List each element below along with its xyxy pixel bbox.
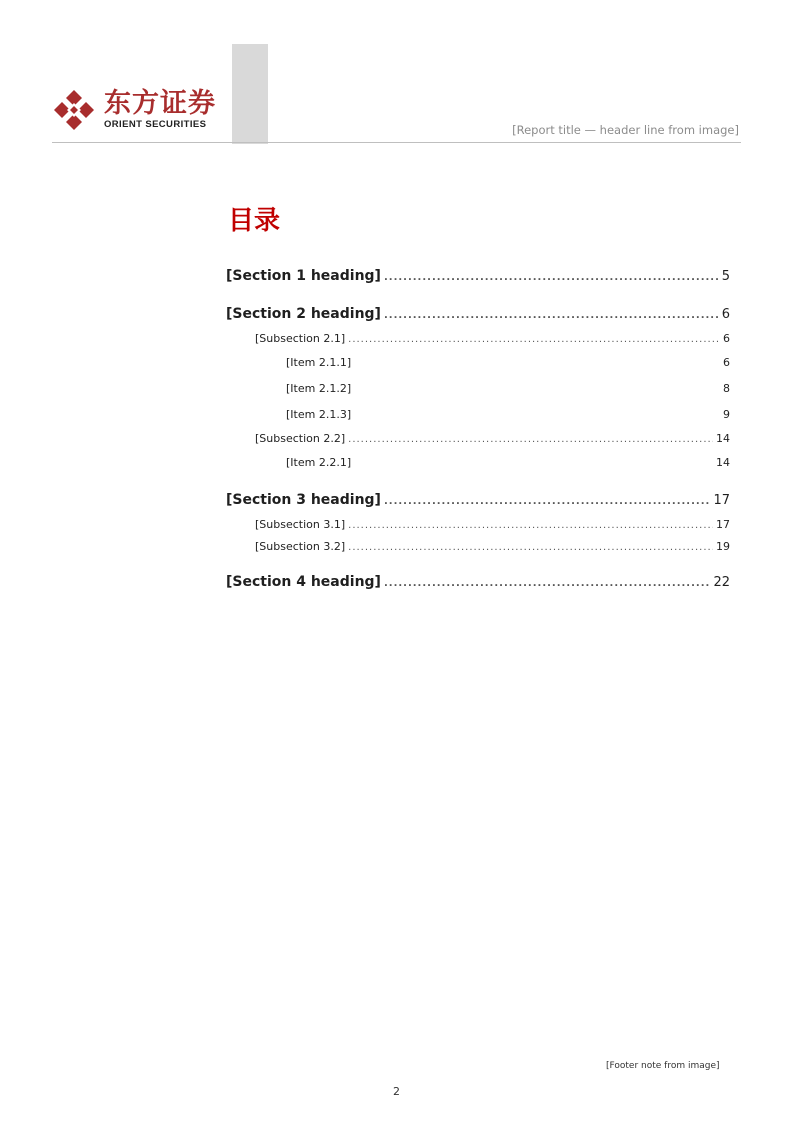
dot-leader [384,570,710,598]
toc-entry-page: 9 [723,408,730,421]
toc-entry-page: 14 [716,432,730,445]
toc-entry-title: [Subsection 2.1] [255,332,346,345]
toc-entry-title: [Item 2.1.2] [286,382,352,395]
table-of-contents [226,262,730,596]
dot-leader [348,537,713,559]
logo-chinese-name: 东方证券 [104,88,216,120]
toc-section[interactable] [226,262,730,290]
toc-entry-title: [Section 4 heading] [226,574,381,590]
company-logo [52,88,216,132]
toc-entry-page: 22 [713,575,730,590]
dot-leader [348,515,713,537]
toc-entry-page: 5 [721,269,730,284]
toc-section[interactable] [226,568,730,596]
page-number: 2 [393,1085,400,1098]
toc-entry-title: [Subsection 2.2] [255,432,346,445]
dot-leader [384,264,719,292]
toc-entry-page: 6 [723,356,730,369]
dot-leader [348,429,713,451]
toc-subsection[interactable] [226,428,730,450]
toc-subsection[interactable] [226,328,730,350]
page-header [0,0,793,150]
logo-english-name: ORIENT SECURITIES [104,119,207,131]
toc-entry-page: 17 [716,518,730,531]
toc-subsubsection[interactable] [226,402,730,428]
toc-entry-page: 19 [716,540,730,553]
header-divider [52,142,741,143]
toc-entry-page: 6 [721,307,730,322]
toc-entry-title: [Item 2.2.1] [286,456,352,469]
dot-leader [348,329,720,351]
toc-entry-title: [Subsection 3.1] [255,518,346,531]
dot-leader [384,302,719,330]
toc-entry-page: 6 [723,332,730,345]
toc-subsubsection[interactable] [226,376,730,402]
toc-entry-title: [Subsection 3.2] [255,540,346,553]
toc-entry-page: 8 [723,382,730,395]
toc-subsection[interactable] [226,514,730,536]
toc-entry-title: [Item 2.1.3] [286,408,352,421]
toc-entry-title: [Section 1 heading] [226,268,381,284]
toc-entry-title: [Item 2.1.1] [286,356,352,369]
toc-section[interactable] [226,486,730,514]
orient-securities-logo-icon [52,88,96,132]
header-decorative-block [232,44,268,144]
toc-entry-page: 17 [713,493,730,508]
toc-heading: 目录 [228,206,281,236]
toc-entry-title: [Section 2 heading] [226,306,381,322]
report-title: [Report title — header line from image] [512,123,739,137]
disclaimer-note: [Footer note from image] [606,1061,720,1071]
toc-subsubsection[interactable] [226,350,730,376]
toc-entry-page: 14 [716,456,730,469]
toc-subsection[interactable] [226,536,730,558]
toc-section[interactable] [226,300,730,328]
dot-leader [384,488,710,516]
toc-subsubsection[interactable] [226,450,730,476]
toc-entry-title: [Section 3 heading] [226,492,381,508]
